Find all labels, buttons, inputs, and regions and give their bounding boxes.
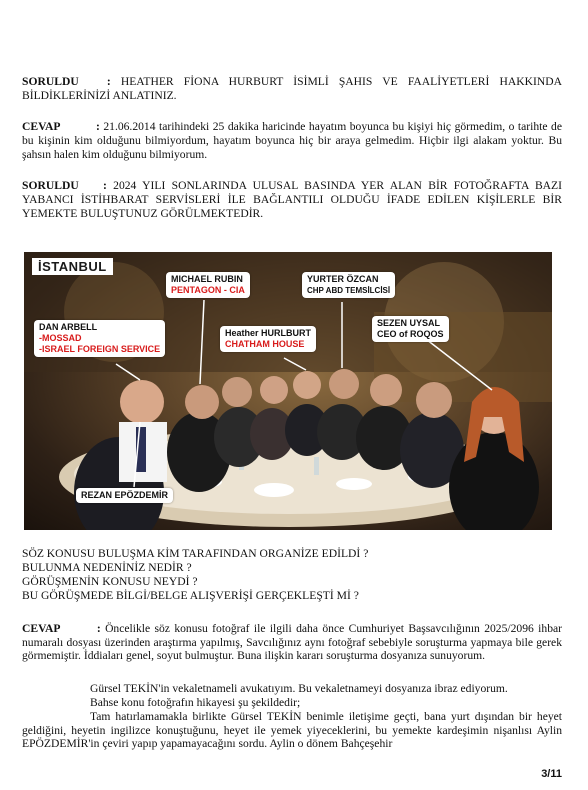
question-text: HEATHER FİONA HURBURT İSİMLİ ŞAHIS VE FAALİYETLERİ HAKKINDA BİLDİKLERİNİZİ ANLATINIZ. [22,75,562,103]
question-1 [22,75,562,103]
meeting-photo [24,252,552,530]
answer-label: CEVAP [22,120,61,133]
question-text: 2024 YILI SONLARINDA ULUSAL BASINDA YER ALAN BİR FOTOĞRAFTA BAZI YABANCI İSTİHBARAT SERVİSLERİ İLE BAĞLANTILI OLDUĞU İFADE EDİLEN KİŞİLERLE BİR YEMEKTE BULUŞTUNUZ GÖRÜLMEKTEDİR. [22,179,563,221]
separator: : [106,75,111,88]
person-name: REZAN EPÖZDEMİR [81,490,169,500]
separator: : [96,622,101,635]
answer-2 [22,622,562,663]
question-label: SORULDU [22,179,79,192]
person-name: DAN ARBELL [39,322,98,332]
answer-paragraph: Öncelikle söz konusu fotoğraf ile ilgili daha önce Cumhuriyet Başsavcılığının 2025/2096 ihbar numaralı dosyası üzerinden araştırma yapılmış, Savcılığınız aynı fotoğraf sebebiyle soruşturma yapmaya bile gerek görmemiştir. İddiaları genel, soyut bulmuştur. Buna ilişkin kararı soruşturma dosyanıza sunuyorum. [22,622,563,663]
page-number: 3/11 [541,768,562,780]
answer-1 [22,120,562,163]
question-line: BU GÖRÜŞMEDE BİLGİ/BELGE ALIŞVERİŞİ GERÇEKLEŞTİ Mİ ? [22,589,359,602]
answer-text: 21.06.2014 tarihindeki 25 dakika haricinde hayatım boyunca bu kişiyi hiç görmedim, o tarihte de bu kişinin kim olduğunu bilmiyordum, hayatım boyunca hiç bir araya gelmedim. Hiçbir ilgi alakam yoktur. Bu şahsın halen kim olduğunu bilmiyorum. [22,120,562,162]
person-org: CHATHAM HOUSE [225,339,305,349]
person-name: YURTER ÖZCAN [307,274,379,284]
person-org: PENTAGON - CIA [171,285,245,295]
label-sezen-uysal [372,316,449,342]
person-org: -ISRAEL FOREIGN SERVICE [39,344,161,354]
separator: : [95,120,100,133]
label-yurter-ozcan [302,272,395,298]
answer-paragraph-3: Bahse konu fotoğrafın hikayesi şu şekildedir; [90,696,301,709]
person-name: SEZEN UYSAL [377,318,441,328]
question-line: BULUNMA NEDENİNİZ NEDİR ? [22,561,192,574]
answer-paragraph-2: Gürsel TEKİN'in vekaletnameli avukatıyım. Bu vekaletnameyi dosyanıza ibraz ediyorum. [90,682,508,695]
person-name: Heather HURLBURT [225,328,312,338]
label-michael-rubin [166,272,250,298]
answer-label: CEVAP [22,622,61,635]
city-label: İSTANBUL [32,258,113,275]
separator: : [102,179,107,192]
answer-paragraph-4: Tam hatırlamamakla birlikte Gürsel TEKİN benimle iletişime geçti, bana yurt dışından bir heyet geldiğini, heyetin ingilizce konuştuğunu, heyet ile yemek yiyeceklerini, bu yemekte kardeşimin nişanlısı Aylin EPÖZDEMİR'in çeviri yapıp yapamayacağını sordu. Aylin o dönem Bahçeşehir [22,710,562,751]
question-label: SORULDU [22,75,79,88]
label-rezan-epozdemir [76,488,173,503]
person-org: CEO of ROQOS [377,329,444,339]
question-2 [22,179,562,222]
question-line: GÖRÜŞMENİN KONUSU NEYDİ ? [22,575,198,588]
label-heather-hurlburt [220,326,316,352]
label-dan-arbell [34,320,165,357]
person-name: MICHAEL RUBIN [171,274,243,284]
person-org: -MOSSAD [39,333,82,343]
person-org: CHP ABD TEMSİLCİSİ [307,286,391,295]
question-line: SÖZ KONUSU BULUŞMA KİM TARAFINDAN ORGANİZE EDİLDİ ? [22,547,369,560]
